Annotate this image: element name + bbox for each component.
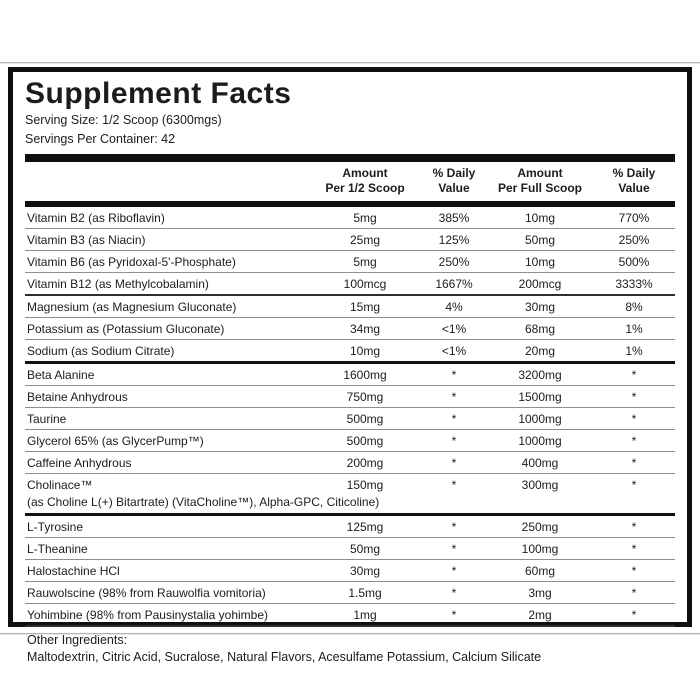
bottom-divider-line — [0, 633, 700, 635]
ingredient-name: Vitamin B3 (as Niacin) — [27, 232, 146, 247]
ingredient-dv-half-scoop: * — [451, 541, 457, 556]
ingredient-row — [25, 560, 675, 582]
column-header-amount-full — [487, 166, 593, 196]
ingredient-amount-half-scoop: 15mg — [349, 299, 381, 314]
ingredient-row — [25, 430, 675, 452]
ingredient-dv-full-scoop: * — [631, 389, 637, 404]
ingredient-dv-half-scoop: * — [451, 477, 457, 492]
ingredient-row — [25, 386, 675, 408]
ingredient-amount-half-scoop: 500mg — [346, 411, 384, 426]
ingredient-amount-full-scoop: 10mg — [524, 254, 556, 269]
ingredient-amount-half-scoop: 750mg — [346, 389, 384, 404]
supplement-facts-panel — [8, 67, 692, 664]
ingredient-dv-full-scoop: * — [631, 519, 637, 534]
ingredient-dv-full-scoop: * — [631, 477, 637, 492]
ingredient-name: Sodium (as Sodium Citrate) — [27, 343, 175, 358]
ingredient-name: L-Theanine — [27, 541, 88, 556]
ingredient-amount-full-scoop: 3200mg — [518, 367, 562, 382]
ingredient-amount-full-scoop: 300mg — [521, 477, 559, 492]
ingredient-name: Glycerol 65% (as GlycerPump™) — [27, 433, 204, 448]
top-divider-line — [0, 62, 700, 64]
ingredient-row — [25, 364, 675, 386]
ingredient-amount-full-scoop: 50mg — [524, 232, 556, 247]
ingredient-row — [25, 273, 675, 296]
ingredient-amount-half-scoop: 30mg — [349, 563, 381, 578]
ingredient-row — [25, 538, 675, 560]
ingredient-name: Cholinace™ — [27, 477, 93, 492]
ingredient-row — [25, 408, 675, 430]
ingredient-dv-half-scoop: * — [451, 367, 457, 382]
ingredient-dv-full-scoop: 3333% — [615, 276, 653, 291]
facts-rows — [25, 207, 675, 627]
other-ingredients-list: Maltodextrin, Citric Acid, Sucralose, Natural Flavors, Acesulfame Potassium, Calcium Silicate — [27, 650, 542, 664]
ingredient-amount-full-scoop: 30mg — [524, 299, 556, 314]
ingredient-amount-full-scoop: 200mcg — [518, 276, 562, 291]
ingredient-dv-full-scoop: 250% — [618, 232, 650, 247]
servings-per-container-text: Servings Per Container: 42 — [25, 132, 176, 146]
ingredient-dv-full-scoop: 1% — [625, 321, 643, 336]
ingredient-amount-half-scoop: 500mg — [346, 433, 384, 448]
ingredient-name: Halostachine HCl — [27, 563, 120, 578]
ingredient-dv-full-scoop: * — [631, 367, 637, 382]
ingredient-amount-half-scoop: 5mg — [353, 210, 377, 225]
ingredient-name: L-Tyrosine — [27, 519, 84, 534]
serving-size-text: Serving Size: 1/2 Scoop (6300mgs) — [25, 113, 222, 127]
ingredient-amount-half-scoop: 1mg — [353, 607, 377, 622]
ingredient-dv-full-scoop: * — [631, 433, 637, 448]
ingredient-dv-half-scoop: * — [451, 519, 457, 534]
ingredient-amount-full-scoop: 20mg — [524, 343, 556, 358]
ingredient-name: Taurine — [27, 411, 67, 426]
ingredient-amount-full-scoop: 60mg — [524, 563, 556, 578]
ingredient-amount-full-scoop: 400mg — [521, 455, 559, 470]
ingredient-name: Vitamin B12 (as Methylcobalamin) — [27, 276, 209, 291]
ingredient-amount-full-scoop: 1000mg — [518, 433, 562, 448]
ingredient-dv-half-scoop: 4% — [445, 299, 463, 314]
ingredient-dv-half-scoop: 125% — [438, 232, 470, 247]
ingredient-dv-half-scoop: <1% — [441, 343, 467, 358]
ingredient-dv-half-scoop: 385% — [438, 210, 470, 225]
ingredient-row — [25, 251, 675, 273]
ingredient-dv-half-scoop: 1667% — [435, 276, 473, 291]
ingredient-dv-half-scoop: 250% — [438, 254, 470, 269]
ingredient-row — [25, 604, 675, 627]
column-header-row — [25, 162, 675, 201]
ingredient-dv-full-scoop: 1% — [625, 343, 643, 358]
ingredient-row — [25, 229, 675, 251]
ingredient-name: Caffeine Anhydrous — [27, 455, 132, 470]
ingredient-amount-half-scoop: 200mg — [346, 455, 384, 470]
ingredient-amount-half-scoop: 50mg — [349, 541, 381, 556]
ingredient-row — [25, 474, 675, 516]
column-header-dv-full — [593, 166, 675, 196]
column-header-amount-half-line1: Amount — [342, 166, 388, 180]
ingredient-row — [25, 296, 675, 318]
ingredient-dv-full-scoop: 500% — [618, 254, 650, 269]
ingredient-dv-full-scoop: * — [631, 607, 637, 622]
ingredient-name: Betaine Anhydrous — [27, 389, 128, 404]
ingredient-amount-full-scoop: 100mg — [521, 541, 559, 556]
ingredient-amount-half-scoop: 100mcg — [343, 276, 387, 291]
ingredient-amount-full-scoop: 1500mg — [518, 389, 562, 404]
column-header-amount-full-line1: Amount — [517, 166, 563, 180]
ingredient-amount-full-scoop: 3mg — [528, 585, 552, 600]
ingredient-dv-full-scoop: 770% — [618, 210, 650, 225]
ingredient-amount-half-scoop: 34mg — [349, 321, 381, 336]
ingredient-dv-half-scoop: * — [451, 585, 457, 600]
ingredient-row — [25, 452, 675, 474]
column-header-dv-half-line2: Value — [438, 181, 470, 195]
ingredient-dv-half-scoop: * — [451, 563, 457, 578]
column-header-amount-half-line2: Per 1/2 Scoop — [325, 181, 405, 195]
ingredient-dv-full-scoop: * — [631, 541, 637, 556]
ingredient-name: Magnesium (as Magnesium Gluconate) — [27, 299, 237, 314]
ingredient-name: Beta Alanine — [27, 367, 95, 382]
ingredient-amount-half-scoop: 1.5mg — [348, 585, 382, 600]
ingredient-amount-half-scoop: 10mg — [349, 343, 381, 358]
column-header-amount-full-line2: Per Full Scoop — [497, 181, 582, 195]
ingredient-name: Vitamin B6 (as Pyridoxal-5'-Phosphate) — [27, 254, 236, 269]
panel-title: Supplement Facts — [25, 77, 292, 110]
ingredient-amount-full-scoop: 250mg — [521, 519, 559, 534]
ingredient-amount-half-scoop: 150mg — [346, 477, 384, 492]
ingredient-row — [25, 340, 675, 364]
ingredient-name: Yohimbine (98% from Pausinystalia yohimbe) — [27, 607, 269, 622]
ingredient-subline: (as Choline L(+) Bitartrate) (VitaCholine™), Alpha-GPC, Citicoline) — [27, 495, 380, 509]
column-header-dv-half — [421, 166, 487, 196]
column-header-dv-full-line2: Value — [618, 181, 650, 195]
ingredient-dv-full-scoop: * — [631, 411, 637, 426]
ingredient-dv-half-scoop: <1% — [441, 321, 467, 336]
ingredient-amount-half-scoop: 25mg — [349, 232, 381, 247]
ingredient-dv-full-scoop: 8% — [625, 299, 643, 314]
ingredient-amount-full-scoop: 68mg — [524, 321, 556, 336]
ingredient-row — [25, 318, 675, 340]
ingredient-dv-full-scoop: * — [631, 455, 637, 470]
ingredient-amount-half-scoop: 1600mg — [343, 367, 387, 382]
ingredient-name: Vitamin B2 (as Riboflavin) — [27, 210, 165, 225]
ingredient-amount-full-scoop: 10mg — [524, 210, 556, 225]
ingredient-amount-full-scoop: 2mg — [528, 607, 552, 622]
ingredient-amount-half-scoop: 125mg — [346, 519, 384, 534]
column-header-dv-full-line1: % Daily — [612, 166, 656, 180]
column-header-amount-half — [309, 166, 421, 196]
ingredient-name: Potassium as (Potassium Gluconate) — [27, 321, 225, 336]
ingredient-dv-full-scoop: * — [631, 563, 637, 578]
column-header-dv-half-line1: % Daily — [432, 166, 476, 180]
ingredient-amount-half-scoop: 5mg — [353, 254, 377, 269]
other-ingredients-label: Other Ingredients: — [27, 633, 128, 647]
ingredient-row — [25, 582, 675, 604]
ingredient-dv-half-scoop: * — [451, 389, 457, 404]
ingredient-row — [25, 516, 675, 538]
ingredient-row — [25, 207, 675, 229]
ingredient-dv-half-scoop: * — [451, 607, 457, 622]
ingredient-name: Rauwolscine (98% from Rauwolfia vomitoria) — [27, 585, 266, 600]
ingredient-dv-half-scoop: * — [451, 433, 457, 448]
ingredient-dv-half-scoop: * — [451, 455, 457, 470]
header-top-bar — [25, 154, 675, 162]
ingredient-dv-half-scoop: * — [451, 411, 457, 426]
ingredient-dv-full-scoop: * — [631, 585, 637, 600]
ingredient-amount-full-scoop: 1000mg — [518, 411, 562, 426]
